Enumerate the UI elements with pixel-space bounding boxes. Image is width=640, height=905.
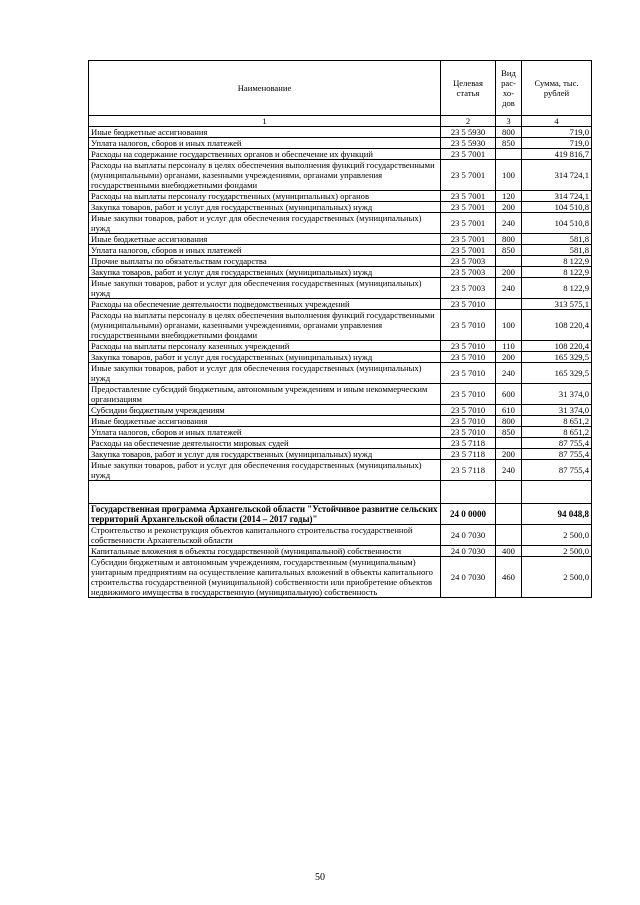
row-target-code-cell: 23 5 7118 — [441, 460, 496, 481]
row-sum-cell: 8 651,2 — [522, 416, 592, 427]
row-target-code-cell: 23 5 7010 — [441, 341, 496, 352]
row-sum-cell: 165 329,5 — [522, 352, 592, 363]
row-name-cell: Расходы на выплаты персоналу в целях обеспечения выполнения функций государственными (муниципальными) органами, казенными учреждениями, органами управления государственными внебюджетными фондами — [89, 310, 441, 341]
row-sum-cell: 31 374,0 — [522, 405, 592, 416]
table-row — [89, 557, 592, 598]
row-name-cell: Субсидии бюджетным и автономным учреждениям, государственным (муниципальным) унитарным предприятиям на осуществление капитальных вложений в объекты капитального строительства государственной (муниципальной) собственности или приобретение объектов недвижимого имущества в государственную (муниципальную) собственность — [89, 557, 441, 598]
header-expense-type: Вид рас-хо-дов — [496, 61, 522, 116]
row-target-code-cell: 23 5 7003 — [441, 267, 496, 278]
row-expense-type-cell: 240 — [496, 213, 522, 234]
row-target-code-cell: 23 5 7010 — [441, 427, 496, 438]
table-row — [89, 352, 592, 363]
column-number: 2 — [441, 116, 496, 127]
table-row — [89, 525, 592, 546]
table-row — [89, 299, 592, 310]
row-target-code-cell: 23 5 7010 — [441, 310, 496, 341]
row-target-code-cell: 23 5 7010 — [441, 363, 496, 384]
row-expense-type-cell: 850 — [496, 427, 522, 438]
table-row — [89, 341, 592, 352]
row-target-code-cell: 23 5 7118 — [441, 438, 496, 449]
table-row — [89, 267, 592, 278]
row-name-cell: Закупка товаров, работ и услуг для государственных (муниципальных) нужд — [89, 352, 441, 363]
row-expense-type-cell: 200 — [496, 352, 522, 363]
row-target-code-cell: 23 5 7118 — [441, 449, 496, 460]
table-row — [89, 191, 592, 202]
row-target-code-cell: 23 5 7001 — [441, 202, 496, 213]
row-name-cell: Иные закупки товаров, работ и услуг для обеспечения государственных (муниципальных) нужд — [89, 278, 441, 299]
row-expense-type-cell: 800 — [496, 416, 522, 427]
header-sum: Сумма, тыс. рублей — [522, 61, 592, 116]
column-number: 1 — [89, 116, 441, 127]
budget-table — [88, 60, 592, 598]
table-row — [89, 234, 592, 245]
row-expense-type-cell: 850 — [496, 138, 522, 149]
row-name-cell: Расходы на выплаты персоналу казенных учреждений — [89, 341, 441, 352]
row-sum-cell: 87 755,4 — [522, 460, 592, 481]
row-expense-type-cell: 200 — [496, 449, 522, 460]
row-sum-cell: 8 122,9 — [522, 267, 592, 278]
table-row — [89, 405, 592, 416]
row-sum-cell: 94 048,8 — [522, 504, 592, 525]
row-target-code-cell: 23 5 7001 — [441, 234, 496, 245]
column-number: 4 — [522, 116, 592, 127]
row-expense-type-cell: 100 — [496, 310, 522, 341]
row-sum-cell: 314 724,1 — [522, 160, 592, 191]
row-name-cell: Предоставление субсидий бюджетным, автономным учреждениям и иным некоммерческим организациям — [89, 384, 441, 405]
row-expense-type-cell: 850 — [496, 245, 522, 256]
table-row — [89, 245, 592, 256]
row-target-code-cell: 23 5 7001 — [441, 191, 496, 202]
row-name-cell: Расходы на выплаты персоналу государственных (муниципальных) органов — [89, 191, 441, 202]
header-target: Целевая статья — [441, 61, 496, 116]
row-name-cell: Иные бюджетные ассигнования — [89, 234, 441, 245]
row-sum-cell: 108 220,4 — [522, 341, 592, 352]
table-row — [89, 127, 592, 138]
table-row — [89, 213, 592, 234]
row-target-code-cell: 23 5 7010 — [441, 384, 496, 405]
row-target-code-cell: 23 5 7001 — [441, 160, 496, 191]
table-row — [89, 546, 592, 557]
row-sum-cell: 108 220,4 — [522, 310, 592, 341]
row-sum-cell: 2 500,0 — [522, 546, 592, 557]
row-expense-type-cell — [496, 525, 522, 546]
row-target-code-cell: 24 0 0000 — [441, 504, 496, 525]
row-expense-type-cell: 400 — [496, 546, 522, 557]
row-expense-type-cell — [496, 149, 522, 160]
row-sum-cell: 419 816,7 — [522, 149, 592, 160]
table-row — [89, 481, 592, 504]
row-name-cell: Закупка товаров, работ и услуг для государственных (муниципальных) нужд — [89, 267, 441, 278]
row-target-code-cell: 23 5 7010 — [441, 352, 496, 363]
row-name-cell: Уплата налогов, сборов и иных платежей — [89, 427, 441, 438]
row-sum-cell: 719,0 — [522, 127, 592, 138]
row-expense-type-cell — [496, 438, 522, 449]
row-target-code-cell: 23 5 5930 — [441, 127, 496, 138]
table-row — [89, 460, 592, 481]
column-number-row — [89, 116, 592, 127]
row-name-cell: Уплата налогов, сборов и иных платежей — [89, 138, 441, 149]
row-name-cell: Расходы на обеспечение деятельности подведомственных учреждений — [89, 299, 441, 310]
row-target-code-cell: 23 5 7001 — [441, 213, 496, 234]
row-expense-type-cell: 240 — [496, 460, 522, 481]
row-name-cell — [89, 481, 441, 504]
row-name-cell: Иные закупки товаров, работ и услуг для обеспечения государственных (муниципальных) нужд — [89, 213, 441, 234]
row-name-cell: Иные бюджетные ассигнования — [89, 127, 441, 138]
row-expense-type-cell: 800 — [496, 234, 522, 245]
row-expense-type-cell: 110 — [496, 341, 522, 352]
row-name-cell: Субсидии бюджетным учреждениям — [89, 405, 441, 416]
row-sum-cell: 8 122,9 — [522, 278, 592, 299]
row-target-code-cell: 24 0 7030 — [441, 525, 496, 546]
row-target-code-cell: 23 5 7001 — [441, 149, 496, 160]
row-name-cell: Капитальные вложения в объекты государственной (муниципальной) собственности — [89, 546, 441, 557]
table-row — [89, 363, 592, 384]
row-expense-type-cell: 600 — [496, 384, 522, 405]
row-target-code-cell: 24 0 7030 — [441, 546, 496, 557]
row-expense-type-cell: 200 — [496, 202, 522, 213]
row-name-cell: Иные закупки товаров, работ и услуг для обеспечения государственных (муниципальных) нужд — [89, 363, 441, 384]
row-name-cell: Расходы на обеспечение деятельности мировых судей — [89, 438, 441, 449]
row-sum-cell: 8 122,9 — [522, 256, 592, 267]
row-name-cell: Закупка товаров, работ и услуг для государственных (муниципальных) нужд — [89, 449, 441, 460]
row-expense-type-cell — [496, 256, 522, 267]
row-sum-cell: 165 329,5 — [522, 363, 592, 384]
row-target-code-cell: 23 5 7010 — [441, 416, 496, 427]
row-name-cell: Государственная программа Архангельской области "Устойчивое развитие сельских территорий Архангельской области (2014 – 2017 годы)" — [89, 504, 441, 525]
row-target-code-cell: 23 5 7001 — [441, 245, 496, 256]
row-target-code-cell: 24 0 7030 — [441, 557, 496, 598]
row-sum-cell: 719,0 — [522, 138, 592, 149]
row-sum-cell: 104 510,8 — [522, 213, 592, 234]
row-name-cell: Уплата налогов, сборов и иных платежей — [89, 245, 441, 256]
row-sum-cell: 313 575,1 — [522, 299, 592, 310]
row-sum-cell — [522, 481, 592, 504]
row-sum-cell: 2 500,0 — [522, 525, 592, 546]
table-body — [89, 127, 592, 598]
page-number: 50 — [315, 872, 325, 883]
row-sum-cell: 87 755,4 — [522, 438, 592, 449]
row-target-code-cell: 23 5 7003 — [441, 256, 496, 267]
row-name-cell: Иные закупки товаров, работ и услуг для обеспечения государственных (муниципальных) нужд — [89, 460, 441, 481]
row-expense-type-cell: 100 — [496, 160, 522, 191]
table-row — [89, 202, 592, 213]
row-expense-type-cell — [496, 299, 522, 310]
row-name-cell: Расходы на выплаты персоналу в целях обеспечения выполнения функций государственными (муниципальными) органами, казенными учреждениями, органами управления государственными внебюджетными фондами — [89, 160, 441, 191]
row-expense-type-cell: 240 — [496, 278, 522, 299]
row-sum-cell: 581,8 — [522, 245, 592, 256]
row-sum-cell: 31 374,0 — [522, 384, 592, 405]
row-name-cell: Прочие выплаты по обязательствам государства — [89, 256, 441, 267]
row-expense-type-cell: 610 — [496, 405, 522, 416]
column-number: 3 — [496, 116, 522, 127]
row-sum-cell: 87 755,4 — [522, 449, 592, 460]
table-row — [89, 310, 592, 341]
row-target-code-cell: 23 5 5930 — [441, 138, 496, 149]
row-expense-type-cell — [496, 504, 522, 525]
header-name: Наименование — [89, 61, 441, 116]
row-sum-cell: 104 510,8 — [522, 202, 592, 213]
row-expense-type-cell: 240 — [496, 363, 522, 384]
table-row — [89, 149, 592, 160]
table-row — [89, 438, 592, 449]
row-expense-type-cell: 800 — [496, 127, 522, 138]
table-row — [89, 278, 592, 299]
table-row — [89, 504, 592, 525]
table-row — [89, 256, 592, 267]
row-sum-cell: 2 500,0 — [522, 557, 592, 598]
row-target-code-cell: 23 5 7010 — [441, 299, 496, 310]
table-row — [89, 416, 592, 427]
row-expense-type-cell — [496, 481, 522, 504]
row-expense-type-cell: 200 — [496, 267, 522, 278]
table-header-row — [89, 61, 592, 116]
row-name-cell: Закупка товаров, работ и услуг для государственных (муниципальных) нужд — [89, 202, 441, 213]
row-name-cell: Иные бюджетные ассигнования — [89, 416, 441, 427]
row-target-code-cell: 23 5 7003 — [441, 278, 496, 299]
row-expense-type-cell: 120 — [496, 191, 522, 202]
row-target-code-cell — [441, 481, 496, 504]
table-row — [89, 384, 592, 405]
row-sum-cell: 8 651,2 — [522, 427, 592, 438]
row-name-cell: Расходы на содержание государственных органов и обеспечение их функций — [89, 149, 441, 160]
table-row — [89, 160, 592, 191]
row-expense-type-cell: 460 — [496, 557, 522, 598]
table-row — [89, 427, 592, 438]
row-name-cell: Строительство и реконструкция объектов капитального строительства государственной собственности Архангельской области — [89, 525, 441, 546]
row-sum-cell: 581,8 — [522, 234, 592, 245]
table-row — [89, 138, 592, 149]
row-target-code-cell: 23 5 7010 — [441, 405, 496, 416]
row-sum-cell: 314 724,1 — [522, 191, 592, 202]
table-row — [89, 449, 592, 460]
